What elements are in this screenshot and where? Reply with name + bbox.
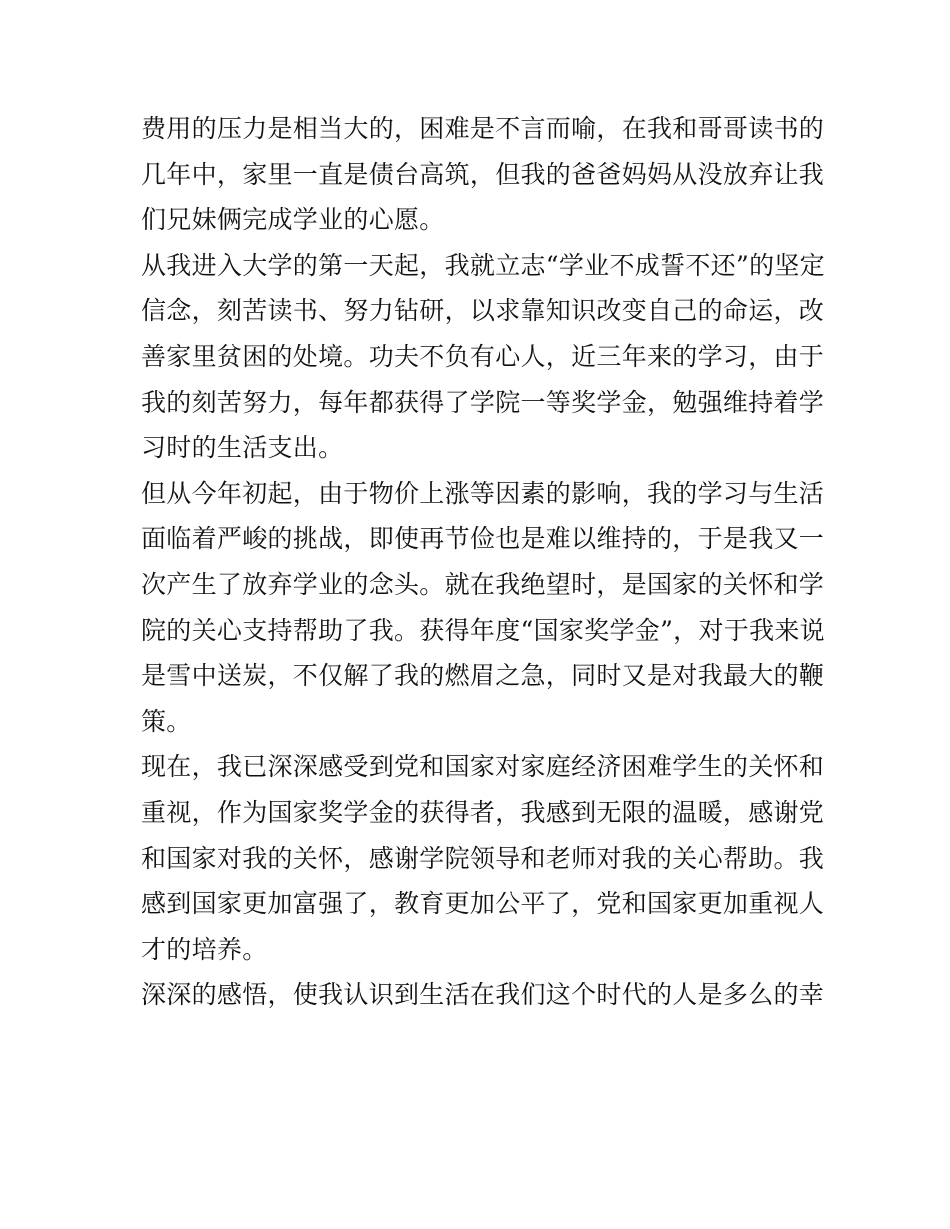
text-line: 我的刻苦努力，每年都获得了学院一等奖学金，勉强维持着学	[141, 387, 825, 417]
text-line: 们兄妹俩完成学业的心愿。	[141, 205, 445, 235]
text-line: 现在，我已深深感受到党和国家对家庭经济困难学生的关怀和	[141, 752, 825, 782]
text-line: 院的关心支持帮助了我。获得年度“国家奖学金”，对于我来说	[141, 615, 825, 645]
text-line: 深深的感悟，使我认识到生活在我们这个时代的人是多么的幸	[141, 980, 825, 1010]
text-line: 策。	[141, 706, 192, 736]
text-line: 是雪中送炭，不仅解了我的燃眉之急，同时又是对我最大的鞭	[141, 661, 825, 691]
text-line: 感到国家更加富强了，教育更加公平了，党和国家更加重视人	[141, 889, 825, 919]
text-line: 费用的压力是相当大的，困难是不言而喻，在我和哥哥读书的	[141, 114, 825, 143]
text-line: 次产生了放弃学业的念头。就在我绝望时，是国家的关怀和学	[141, 569, 825, 599]
text-line: 和国家对我的关怀，感谢学院领导和老师对我的关心帮助。我	[141, 843, 825, 873]
text-line: 面临着严峻的挑战，即使再节俭也是难以维持的，于是我又一	[141, 524, 825, 554]
text-line: 但从今年初起，由于物价上涨等因素的影响，我的学习与生活	[141, 478, 825, 508]
text-line: 才的培养。	[141, 934, 268, 964]
text-line: 几年中，家里一直是债台高筑，但我的爸爸妈妈从没放弃让我	[141, 159, 825, 189]
text-line: 信念，刻苦读书、努力钻研，以求靠知识改变自己的命运，改	[141, 296, 825, 326]
text-line: 从我进入大学的第一天起，我就立志“学业不成誓不还”的坚定	[141, 250, 825, 280]
text-line: 习时的生活支出。	[141, 433, 344, 463]
text-line: 善家里贫困的处境。功夫不负有心人，近三年来的学习，由于	[141, 341, 825, 371]
text-line: 重视，作为国家奖学金的获得者，我感到无限的温暖，感谢党	[141, 797, 825, 827]
body-text	[141, 106, 825, 1018]
